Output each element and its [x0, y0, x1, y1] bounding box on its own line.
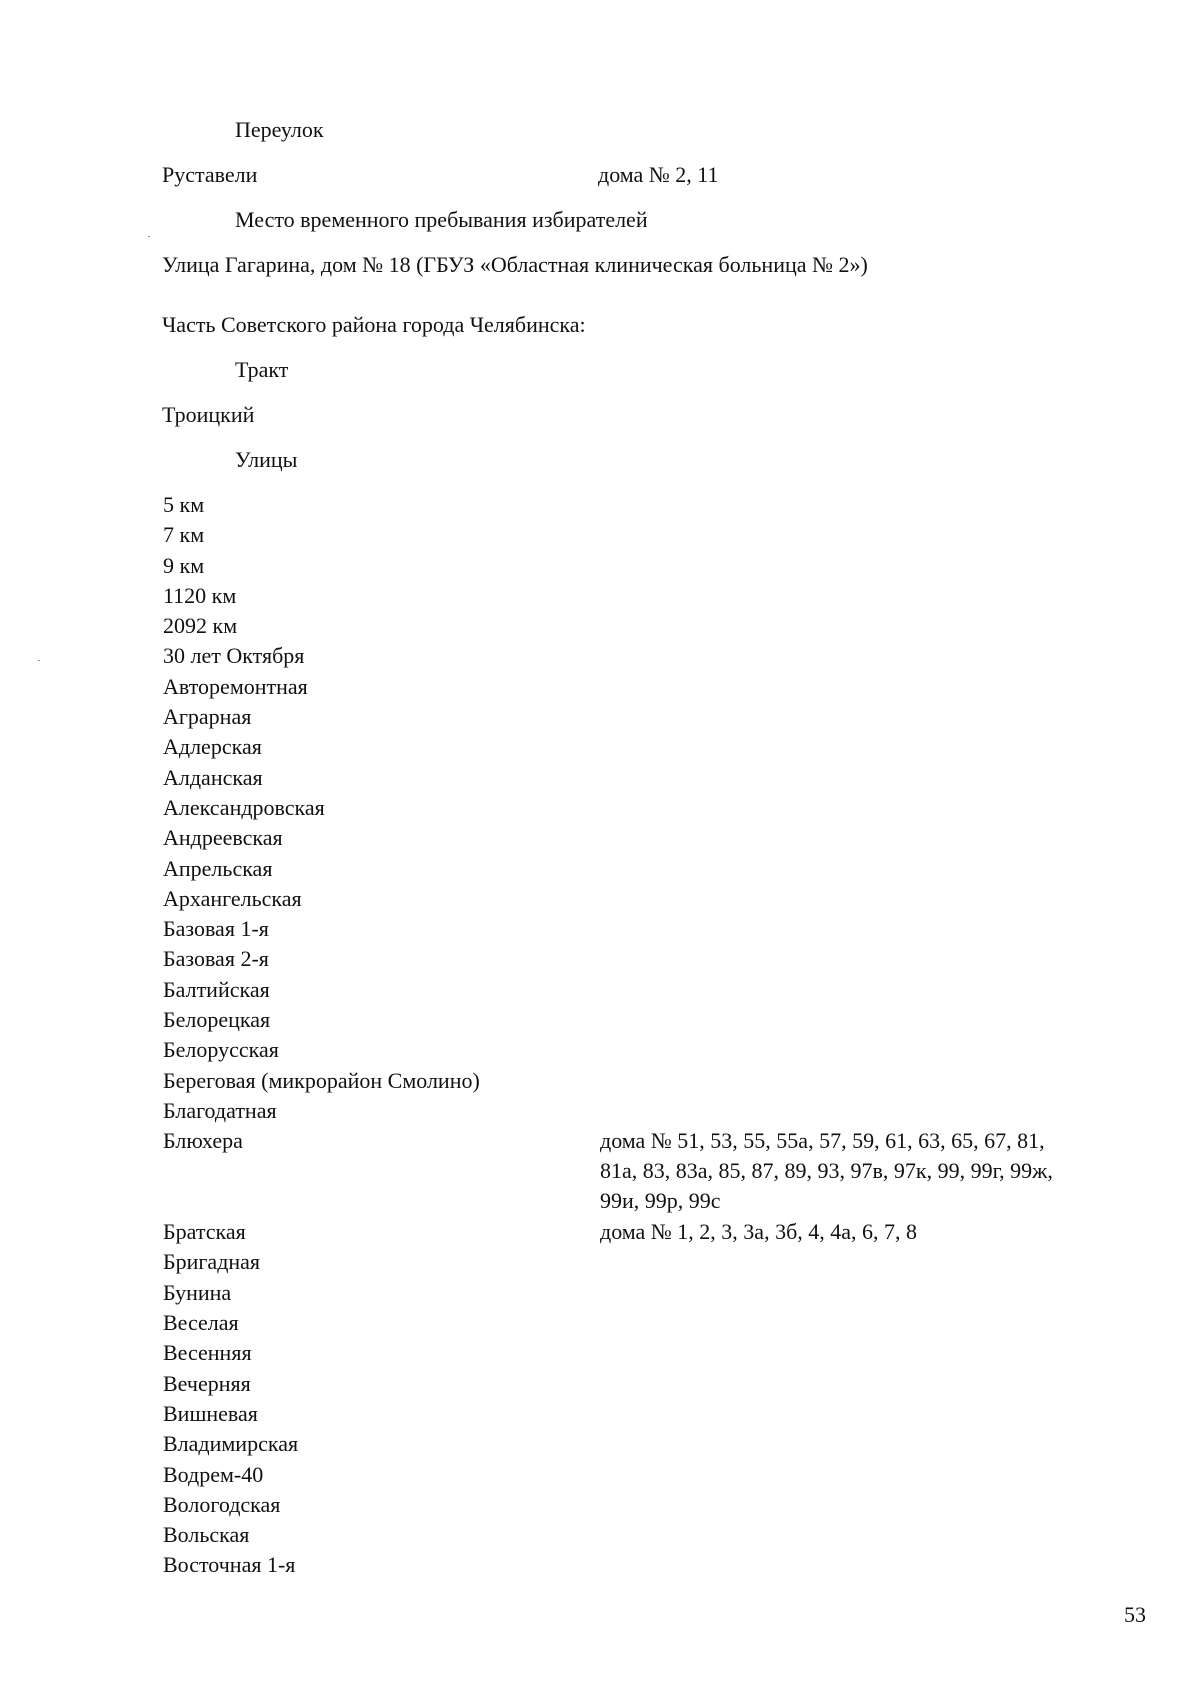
street-item: Бригадная: [163, 1249, 261, 1275]
street-item: Александровская: [163, 794, 325, 820]
street-item: Андреевская: [163, 825, 283, 851]
bluhera-houses-line: дома № 51, 53, 55, 55а, 57, 59, 61, 63, 65, 67, 81,: [600, 1128, 1045, 1153]
street-list: [163, 490, 583, 1581]
street-item: Базовая 2-я: [163, 946, 269, 972]
rustaveli-name: Руставели: [162, 162, 258, 187]
street-item: Водрем-40: [163, 1461, 264, 1487]
trakt-label: Тракт: [235, 357, 289, 382]
street-item: 2092 км: [163, 613, 238, 639]
street-item: 1120 км: [163, 582, 237, 608]
scan-speck: [38, 660, 40, 661]
bluhera-houses-line: 99и, 99р, 99с: [600, 1188, 721, 1213]
bratskaya-houses: дома № 1, 2, 3, 3а, 3б, 4, 4а, 6, 7, 8: [600, 1219, 918, 1244]
street-item: Аграрная: [163, 704, 252, 730]
street-item: Адлерская: [163, 734, 262, 760]
street-item-bluhera: Блюхера: [163, 1128, 243, 1154]
street-item: Бунина: [163, 1279, 232, 1305]
streets-label: Улицы: [235, 447, 298, 472]
street-item: Вишневая: [163, 1400, 258, 1426]
street-item: Архангельская: [163, 885, 302, 911]
street-spacer: [163, 1187, 583, 1217]
street-item: Балтийская: [163, 976, 270, 1002]
street-item: Владимирская: [163, 1431, 299, 1457]
scan-speck: [148, 236, 150, 237]
gagarina-line: Улица Гагарина, дом № 18 (ГБУЗ «Областная клиническая больница № 2»): [162, 252, 868, 277]
street-item: Авторемонтная: [163, 673, 308, 699]
street-item: Вечерняя: [163, 1370, 251, 1396]
street-item: Веселая: [163, 1310, 239, 1336]
street-item: 5 км: [163, 492, 205, 517]
street-item: Апрельская: [163, 855, 273, 881]
street-item: 9 км: [163, 552, 205, 578]
street-spacer: [163, 1157, 583, 1187]
district-heading: Часть Советского района города Челябинска:: [162, 312, 586, 337]
street-item-bratskaya: Братская: [163, 1219, 246, 1245]
troitsky-name: Троицкий: [162, 402, 255, 427]
street-item: Вологодская: [163, 1491, 281, 1517]
street-item: Базовая 1-я: [163, 916, 269, 942]
street-item: Белорусская: [163, 1037, 279, 1063]
page-number: 53: [1124, 1602, 1146, 1627]
street-item: Восточная 1-я: [163, 1552, 296, 1578]
pereulok-label: Переулок: [235, 117, 324, 142]
bluhera-houses-line: 81а, 83, 83а, 85, 87, 89, 93, 97в, 97к, 99, 99г, 99ж,: [600, 1158, 1053, 1183]
street-item: Вольская: [163, 1522, 250, 1548]
street-item: Белорецкая: [163, 1007, 271, 1033]
street-item: Благодатная: [163, 1097, 277, 1123]
bluhera-houses: [600, 1126, 1160, 1216]
street-item: Береговая (микрорайон Смолино): [163, 1067, 480, 1093]
street-item: 7 км: [163, 522, 205, 548]
street-item: Алданская: [163, 764, 263, 790]
temp-stay-label: Место временного пребывания избирателей: [235, 207, 648, 232]
street-item: Весенняя: [163, 1340, 252, 1366]
rustaveli-houses: дома № 2, 11: [598, 162, 719, 187]
street-item: 30 лет Октября: [163, 643, 305, 669]
